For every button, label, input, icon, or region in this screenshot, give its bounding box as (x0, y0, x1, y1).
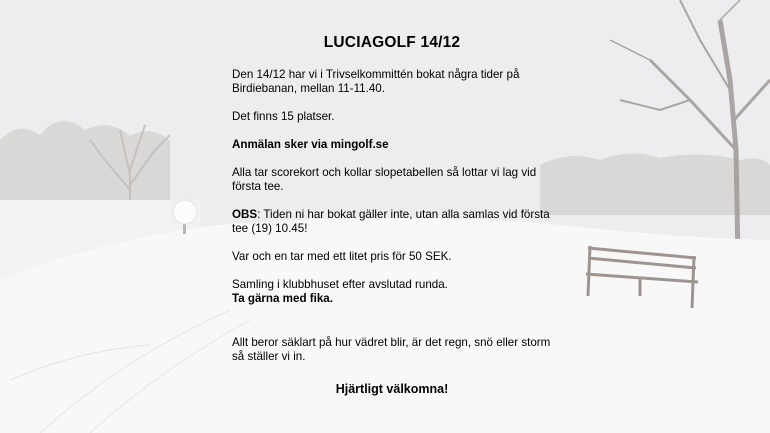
scorecard-paragraph: Alla tar scorekort och kollar slopetabellen så lottar vi lag vid första tee. (232, 166, 537, 193)
page-title: LUCIAGOLF 14/12 (323, 34, 461, 51)
spots-paragraph: Det finns 15 platser. (232, 110, 335, 123)
prize-paragraph: Var och en tar med ett litet pris för 50 SEK. (232, 250, 452, 263)
intro-paragraph: Den 14/12 har vi i Trivselkommittén bokat några tider på Birdiebanan, mellan 11-11.40. (232, 68, 520, 95)
gathering-paragraph (232, 278, 552, 306)
obs-label: OBS (232, 208, 258, 221)
welcome-text: Hjärtligt välkomna! (335, 382, 449, 396)
weather-paragraph: Allt beror säklart på hur vädret blir, är det regn, snö eller storm så ställer vi in. (232, 336, 551, 363)
announcement-slide (232, 30, 552, 396)
gathering-text: Samling i klubbhuset efter avslutad runda. (232, 278, 448, 291)
fika-text: Ta gärna med fika. (232, 292, 333, 305)
signup-paragraph: Anmälan sker via mingolf.se (232, 138, 389, 151)
obs-paragraph (232, 208, 552, 236)
obs-text: : Tiden ni har bokat gäller inte, utan alla samlas vid första tee (19) 10.45! (232, 208, 550, 235)
